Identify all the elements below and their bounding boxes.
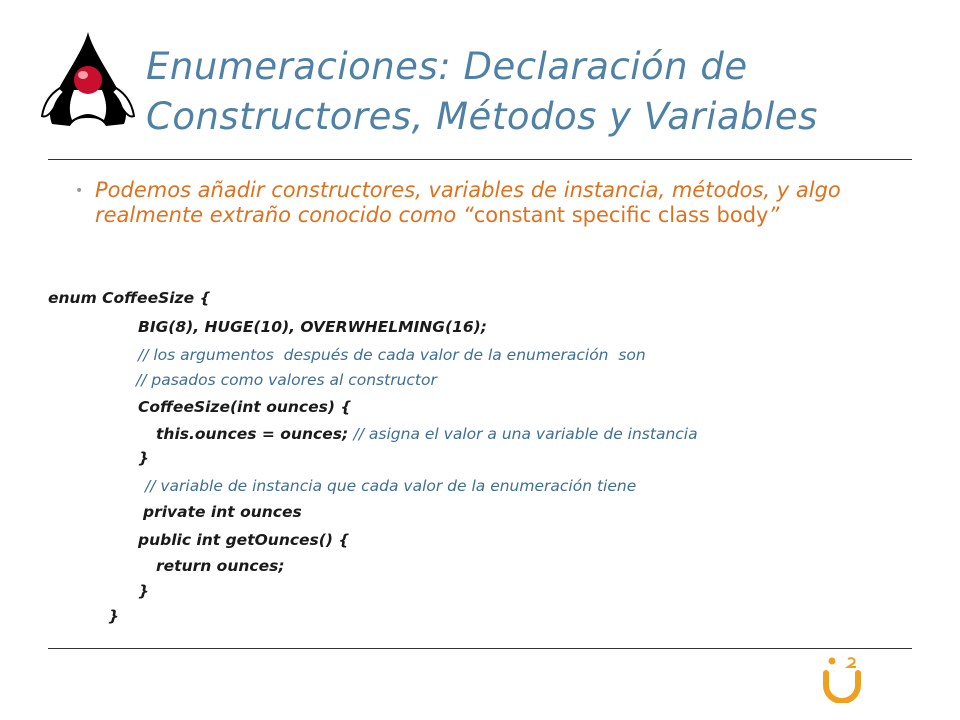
slide-title [146,42,946,142]
top-divider [48,159,912,160]
university-logo-icon [818,655,866,703]
code-line-return: return ounces; [156,557,285,575]
bullet-close: ” [768,203,780,227]
code-line-close-constructor: } [138,449,150,467]
code-line-constructor: CoffeeSize(int ounces) { [138,398,352,416]
code-comment-passed: // pasados como valores al constructor [136,371,437,389]
code-line-close-enum: } [108,607,120,625]
title-line-1: Enumeraciones: Declaración de [146,45,748,88]
bottom-divider [48,648,912,649]
code-line-close-method: } [138,582,150,600]
code-line-field: private int ounces [143,503,302,521]
code-line-assign [156,424,698,444]
code-assign-comment: // asigna el valor a una variable de instancia [353,425,698,443]
bullet-term: constant specific class body [473,203,769,227]
code-comment-args: // los argumentos después de cada valor de la enumeración son [138,346,646,364]
code-comment-instance: // variable de instancia que cada valor de la enumeración tiene [145,477,637,495]
code-line-enum: enum CoffeeSize { [48,289,211,307]
code-line-method: public int getOunces() { [138,531,350,549]
code-line-constants: BIG(8), HUGE(10), OVERWHELMING(16); [138,318,487,336]
bullet-dot-icon: • [75,183,84,199]
bullet-text [95,178,915,228]
java-duke-icon [40,28,136,134]
title-line-2: Constructores, Métodos y Variables [146,95,818,138]
bullet-lead: Podemos añadir constructores, variables de instancia, métodos, y algo realmente extraño conocido como “ [95,178,841,227]
code-assign-stmt: this.ounces = ounces; [156,425,354,443]
